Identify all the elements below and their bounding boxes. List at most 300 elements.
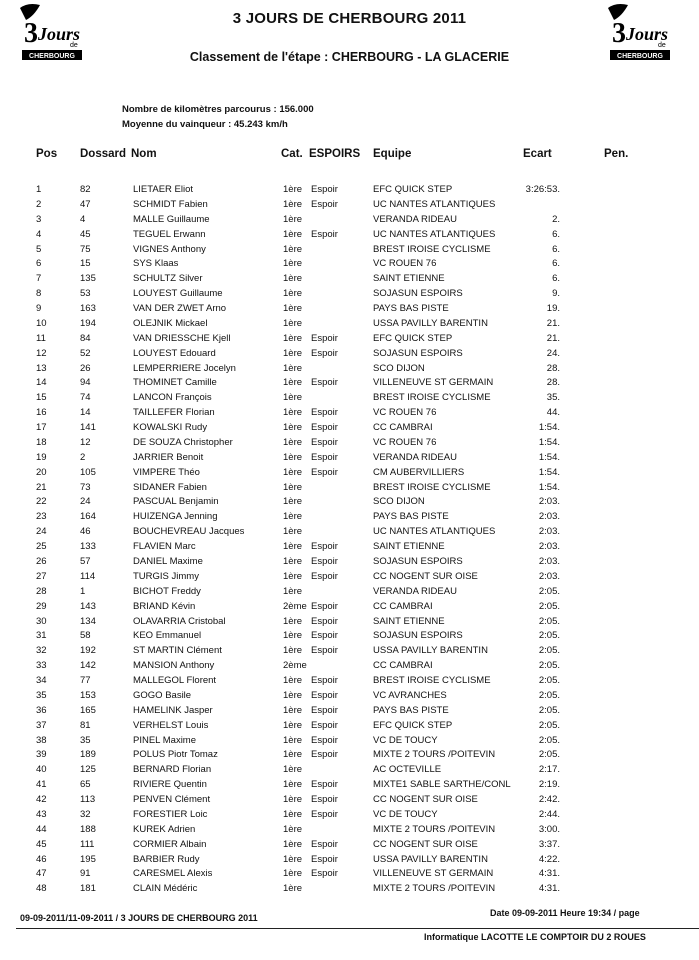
row-team: SAINT ETIENNE <box>373 541 445 553</box>
row-team: PAYS BAS PISTE <box>373 511 449 523</box>
row-team: UC NANTES ATLANTIQUES <box>373 526 496 538</box>
table-row <box>0 616 699 630</box>
row-gap: 2:19. <box>538 779 560 791</box>
row-name: TEGUEL Erwann <box>133 228 206 240</box>
row-team: SOJASUN ESPOIRS <box>373 347 463 359</box>
row-dossard: 105 <box>80 466 96 478</box>
table-row <box>0 779 699 793</box>
row-name: GOGO Basile <box>133 689 192 701</box>
row-team: CM AUBERVILLIERS <box>373 466 465 478</box>
row-espoir: Espoir <box>311 868 338 880</box>
table-row <box>0 764 699 778</box>
row-category: 1ère <box>283 764 303 776</box>
footer-software: Informatique LACOTTE LE COMPTOIR DU 2 ROUES <box>424 932 646 942</box>
logo-sub: de <box>70 42 78 49</box>
row-category: 1ère <box>283 794 303 806</box>
average-speed-stat: Moyenne du vainqueur : 45.243 km/h <box>122 119 288 130</box>
row-position: 40 <box>36 764 47 776</box>
row-dossard: 113 <box>80 794 96 806</box>
footer-event: 09-09-2011/11-09-2011 / 3 JOURS DE CHERBOURG 2011 <box>20 913 258 923</box>
row-gap: 2:03. <box>538 511 560 523</box>
row-team: VC ROUEN 76 <box>373 407 437 419</box>
row-category: 1ère <box>283 838 303 850</box>
row-dossard: 135 <box>80 273 96 285</box>
row-dossard: 111 <box>80 838 95 850</box>
row-team: BREST IROISE CYCLISME <box>373 392 491 404</box>
row-name: CARESMEL Alexis <box>133 868 213 880</box>
row-dossard: 24 <box>80 496 91 508</box>
row-dossard: 58 <box>80 630 91 642</box>
row-team: CC NOGENT SUR OISE <box>373 794 478 806</box>
row-category: 1ère <box>283 719 303 731</box>
stage-subtitle: Classement de l'étape : CHERBOURG - LA GLACERIE <box>189 50 510 64</box>
row-team: BREST IROISE CYCLISME <box>373 243 491 255</box>
table-row <box>0 868 699 882</box>
row-gap: 2:03. <box>538 526 560 538</box>
footer-date: Date 09-09-2011 Heure 19:34 / page <box>490 908 640 918</box>
row-gap: 1:54. <box>538 422 560 434</box>
row-team: CC NOGENT SUR OISE <box>373 570 478 582</box>
row-dossard: 15 <box>80 258 91 270</box>
row-gap: 3:00. <box>538 823 560 835</box>
row-espoir: Espoir <box>311 630 338 642</box>
row-position: 9 <box>36 303 42 315</box>
row-dossard: 84 <box>80 332 91 344</box>
row-dossard: 91 <box>80 868 91 880</box>
row-name: VIMPERE Théo <box>133 466 200 478</box>
row-gap: 2:03. <box>538 541 560 553</box>
row-gap: 2:44. <box>538 808 560 820</box>
row-category: 1ère <box>283 496 303 508</box>
row-category: 1ère <box>283 615 303 627</box>
row-name: BERNARD Florian <box>133 764 212 776</box>
row-name: POLUS Piotr Tomaz <box>133 749 218 761</box>
table-row <box>0 273 699 287</box>
row-position: 31 <box>36 630 47 642</box>
row-name: PINEL Maxime <box>133 734 196 746</box>
row-position: 23 <box>36 511 47 523</box>
row-name: BOUCHEVREAU Jacques <box>133 526 245 538</box>
row-team: USSA PAVILLY BARENTIN <box>373 317 488 329</box>
row-position: 21 <box>36 481 47 493</box>
row-category: 1ère <box>283 481 303 493</box>
row-team: USSA PAVILLY BARENTIN <box>373 645 488 657</box>
row-category: 2ème <box>283 660 307 672</box>
row-name: LIETAER Eliot <box>133 184 194 195</box>
row-gap: 2:05. <box>538 660 560 672</box>
table-row <box>0 541 699 555</box>
row-name: OLAVARRIA Cristobal <box>133 615 226 627</box>
row-name: HUIZENGA Jenning <box>133 511 218 523</box>
row-espoir: Espoir <box>311 838 338 850</box>
row-category: 1ère <box>283 883 303 895</box>
row-espoir: Espoir <box>311 228 338 240</box>
row-position: 43 <box>36 808 47 820</box>
row-position: 38 <box>36 734 47 746</box>
row-dossard: 164 <box>80 511 96 523</box>
table-row <box>0 809 699 823</box>
row-team: PAYS BAS PISTE <box>373 303 449 315</box>
row-team: CC CAMBRAI <box>373 422 433 434</box>
row-team: SCO DIJON <box>373 362 425 374</box>
header-pos: Pos <box>36 148 58 160</box>
row-position: 7 <box>36 273 42 285</box>
row-espoir: Espoir <box>311 422 338 434</box>
row-gap: 28. <box>546 377 560 389</box>
logo-city: CHERBOURG <box>29 53 75 60</box>
row-gap: 2:05. <box>538 675 560 687</box>
row-team: VC DE TOUCY <box>373 734 438 746</box>
row-position: 15 <box>36 392 47 404</box>
header-ecart: Ecart <box>523 148 552 160</box>
row-category: 1ère <box>283 868 303 880</box>
row-dossard: 153 <box>80 689 96 701</box>
row-gap: 19. <box>546 303 560 315</box>
row-name: BRIAND Kévin <box>133 600 196 612</box>
row-name: BICHOT Freddy <box>133 585 201 597</box>
row-dossard: 189 <box>80 749 96 761</box>
row-team: UC NANTES ATLANTIQUES <box>373 198 496 210</box>
row-gap: 21. <box>546 332 560 344</box>
row-category: 1ère <box>283 675 303 687</box>
row-position: 44 <box>36 823 47 835</box>
row-espoir: Espoir <box>311 347 338 359</box>
row-category: 1ère <box>283 630 303 642</box>
table-row <box>0 720 699 734</box>
row-name: RIVIERE Quentin <box>133 779 207 791</box>
row-gap: 21. <box>546 317 560 329</box>
row-dossard: 77 <box>80 675 91 687</box>
row-dossard: 14 <box>80 407 91 419</box>
row-dossard: 188 <box>80 823 96 835</box>
row-name: KUREK Adrien <box>133 823 196 835</box>
table-row <box>0 422 699 436</box>
row-category: 1ère <box>283 556 303 567</box>
table-row <box>0 824 699 838</box>
table-row <box>0 675 699 689</box>
row-dossard: 133 <box>80 541 96 553</box>
row-dossard: 47 <box>80 198 91 210</box>
row-name: CORMIER Albain <box>133 838 207 850</box>
table-row <box>0 690 699 704</box>
row-team: CC NOGENT SUR OISE <box>373 838 478 850</box>
row-category: 1ère <box>283 585 303 597</box>
row-position: 11 <box>36 332 46 344</box>
row-category: 1ère <box>283 704 303 716</box>
row-name: ST MARTIN Clément <box>133 645 222 657</box>
row-dossard: 192 <box>80 645 96 657</box>
row-position: 20 <box>36 466 47 478</box>
row-category: 1ère <box>283 303 303 315</box>
logo-word: Jours <box>38 24 81 44</box>
row-team: VC AVRANCHES <box>373 689 447 701</box>
row-espoir: Espoir <box>311 808 338 820</box>
row-position: 12 <box>36 347 47 359</box>
row-name: TAILLEFER Florian <box>133 407 215 419</box>
row-position: 29 <box>36 600 47 612</box>
row-dossard: 165 <box>80 704 96 716</box>
row-espoir: Espoir <box>311 779 338 791</box>
row-category: 1ère <box>283 213 303 225</box>
row-espoir: Espoir <box>311 377 338 389</box>
row-gap: 2:42. <box>538 794 560 806</box>
row-gap: 2:05. <box>538 734 560 746</box>
row-dossard: 82 <box>80 184 91 195</box>
table-row <box>0 749 699 763</box>
row-dossard: 74 <box>80 392 91 404</box>
row-team: AC OCTEVILLE <box>373 764 442 776</box>
row-position: 22 <box>36 496 47 508</box>
row-name: MALLE Guillaume <box>133 213 210 225</box>
row-gap: 2:17. <box>538 764 560 776</box>
row-category: 1ère <box>283 689 303 701</box>
row-team: MIXTE1 SABLE SARTHE/CONL <box>373 779 511 791</box>
row-espoir: Espoir <box>311 853 338 865</box>
row-name: SCHMIDT Fabien <box>133 198 208 210</box>
table-row <box>0 883 699 897</box>
row-gap: 2:05. <box>538 689 560 701</box>
row-name: FORESTIER Loic <box>133 808 208 820</box>
row-team: VILLENEUVE ST GERMAIN <box>373 868 494 880</box>
row-team: BREST IROISE CYCLISME <box>373 675 491 687</box>
row-name: LEMPERRIERE Jocelyn <box>133 362 236 374</box>
row-dossard: 57 <box>80 556 91 567</box>
table-row <box>0 377 699 391</box>
row-team: VC DE TOUCY <box>373 808 438 820</box>
table-row <box>0 630 699 644</box>
row-position: 2 <box>36 198 42 210</box>
row-category: 1ère <box>283 377 303 389</box>
row-name: PASCUAL Benjamin <box>133 496 219 508</box>
row-position: 39 <box>36 749 47 761</box>
row-gap: 4:22. <box>538 853 560 865</box>
distance-stat: Nombre de kilomètres parcourus : 156.000 <box>122 104 314 115</box>
table-row <box>0 601 699 615</box>
row-category: 1ère <box>283 570 303 582</box>
row-gap: 2:05. <box>538 585 560 597</box>
row-name: SCHULTZ Silver <box>133 273 203 285</box>
table-row <box>0 705 699 719</box>
row-gap: 3:37. <box>538 838 560 850</box>
row-team: MIXTE 2 TOURS /POITEVIN <box>373 823 496 835</box>
footer-divider <box>16 928 699 929</box>
row-team: UC NANTES ATLANTIQUES <box>373 228 496 240</box>
row-gap: 1:54. <box>538 451 560 463</box>
row-category: 2ème <box>283 600 307 612</box>
row-position: 6 <box>36 258 42 270</box>
row-category: 1ère <box>283 243 303 255</box>
table-row <box>0 199 699 213</box>
row-category: 1ère <box>283 332 303 344</box>
row-category: 1ère <box>283 779 303 791</box>
row-dossard: 141 <box>80 422 96 434</box>
row-dossard: 2 <box>80 451 86 463</box>
row-espoir: Espoir <box>311 541 338 553</box>
row-position: 8 <box>36 288 42 300</box>
row-gap: 1:54. <box>538 466 560 478</box>
row-espoir: Espoir <box>311 198 338 210</box>
table-row <box>0 511 699 525</box>
row-espoir: Espoir <box>311 600 338 612</box>
row-position: 26 <box>36 556 47 567</box>
table-row <box>0 482 699 496</box>
row-dossard: 125 <box>80 764 96 776</box>
row-category: 1ère <box>283 808 303 820</box>
row-espoir: Espoir <box>311 184 338 195</box>
row-category: 1ère <box>283 228 303 240</box>
row-position: 45 <box>36 838 47 850</box>
row-espoir: Espoir <box>311 719 338 731</box>
row-position: 34 <box>36 675 47 687</box>
table-row <box>0 496 699 510</box>
row-name: LANCON François <box>133 392 212 404</box>
row-espoir: Espoir <box>311 570 338 582</box>
row-gap: 2:05. <box>538 749 560 761</box>
row-team: BREST IROISE CYCLISME <box>373 481 491 493</box>
row-dossard: 65 <box>80 779 91 791</box>
row-position: 33 <box>36 660 47 672</box>
row-gap: 9. <box>552 288 560 300</box>
row-dossard: 52 <box>80 347 91 359</box>
row-name: MALLEGOL Florent <box>133 675 217 687</box>
row-category: 1ère <box>283 526 303 538</box>
table-row <box>0 288 699 302</box>
row-category: 1ère <box>283 422 303 434</box>
row-dossard: 163 <box>80 303 96 315</box>
row-dossard: 1 <box>80 585 86 597</box>
table-row <box>0 363 699 377</box>
row-category: 1ère <box>283 288 303 300</box>
row-gap: 6. <box>552 228 560 240</box>
row-name: LOUYEST Guillaume <box>133 288 223 300</box>
row-gap: 4:31. <box>538 883 560 895</box>
table-row <box>0 437 699 451</box>
row-gap: 2:05. <box>538 600 560 612</box>
row-category: 1ère <box>283 362 303 374</box>
row-category: 1ère <box>283 392 303 404</box>
row-team: SOJASUN ESPOIRS <box>373 288 463 300</box>
row-dossard: 181 <box>80 883 96 895</box>
row-name: KEO Emmanuel <box>133 630 202 642</box>
row-category: 1ère <box>283 541 303 553</box>
row-name: PENVEN Clément <box>133 794 211 806</box>
header-penalite: Pen. <box>604 148 629 160</box>
row-gap: 2:05. <box>538 615 560 627</box>
row-position: 13 <box>36 362 47 374</box>
row-dossard: 45 <box>80 228 91 240</box>
row-name: VAN DRIESSCHE Kjell <box>133 332 231 344</box>
row-position: 3 <box>36 213 42 225</box>
row-name: SYS Klaas <box>133 258 179 270</box>
header-dossard: Dossard <box>80 148 127 160</box>
row-team: SCO DIJON <box>373 496 425 508</box>
row-position: 30 <box>36 615 47 627</box>
row-category: 1ère <box>283 407 303 419</box>
row-category: 1ère <box>283 823 303 835</box>
row-name: VAN DER ZWET Arno <box>133 303 227 315</box>
row-espoir: Espoir <box>311 749 338 761</box>
row-dossard: 143 <box>80 600 96 612</box>
row-espoir: Espoir <box>311 734 338 746</box>
row-dossard: 26 <box>80 362 91 374</box>
table-row <box>0 794 699 808</box>
row-position: 46 <box>36 853 47 865</box>
row-espoir: Espoir <box>311 332 338 344</box>
row-position: 25 <box>36 541 47 553</box>
table-row <box>0 660 699 674</box>
row-dossard: 81 <box>80 719 91 731</box>
row-team: SOJASUN ESPOIRS <box>373 630 463 642</box>
row-category: 1ère <box>283 436 303 448</box>
table-row <box>0 303 699 317</box>
row-gap: 1:54. <box>538 436 560 448</box>
row-espoir: Espoir <box>311 794 338 806</box>
row-team: EFC QUICK STEP <box>373 719 453 731</box>
table-row <box>0 452 699 466</box>
row-category: 1ère <box>283 466 303 478</box>
row-category: 1ère <box>283 317 303 329</box>
row-team: CC CAMBRAI <box>373 660 433 672</box>
row-gap: 44. <box>546 407 560 419</box>
row-dossard: 114 <box>80 570 96 582</box>
table-row <box>0 333 699 347</box>
table-row <box>0 184 699 198</box>
row-dossard: 46 <box>80 526 91 538</box>
row-name: SIDANER Fabien <box>133 481 207 493</box>
row-team: EFC QUICK STEP <box>373 332 453 344</box>
row-name: MANSION Anthony <box>133 660 215 672</box>
row-gap: 1:54. <box>538 481 560 493</box>
table-row <box>0 645 699 659</box>
row-espoir: Espoir <box>311 466 338 478</box>
row-gap: 6. <box>552 243 560 255</box>
row-gap: 6. <box>552 273 560 285</box>
row-position: 47 <box>36 868 47 880</box>
table-row <box>0 229 699 243</box>
row-espoir: Espoir <box>311 704 338 716</box>
row-espoir: Espoir <box>311 407 338 419</box>
row-name: OLEJNIK Mickael <box>133 317 208 329</box>
table-row <box>0 854 699 868</box>
row-category: 1ère <box>283 511 303 523</box>
row-category: 1ère <box>283 749 303 761</box>
row-gap: 2:05. <box>538 704 560 716</box>
row-name: VERHELST Louis <box>133 719 209 731</box>
row-name: THOMINET Camille <box>133 377 217 389</box>
row-team: VERANDA RIDEAU <box>373 213 457 225</box>
row-team: USSA PAVILLY BARENTIN <box>373 853 488 865</box>
row-position: 35 <box>36 689 47 701</box>
row-dossard: 94 <box>80 377 91 389</box>
logo-city: CHERBOURG <box>617 53 663 60</box>
table-row <box>0 586 699 600</box>
row-dossard: 134 <box>80 615 96 627</box>
row-category: 1ère <box>283 273 303 285</box>
row-name: DE SOUZA Christopher <box>133 436 233 448</box>
table-row <box>0 526 699 540</box>
row-position: 5 <box>36 243 42 255</box>
row-gap: 4:31. <box>538 868 560 880</box>
row-espoir: Espoir <box>311 645 338 657</box>
table-row <box>0 556 699 570</box>
row-espoir: Espoir <box>311 689 338 701</box>
row-category: 1ère <box>283 347 303 359</box>
row-dossard: 32 <box>80 808 91 820</box>
row-gap: 2:03. <box>538 570 560 582</box>
row-gap: 28. <box>546 362 560 374</box>
table-row <box>0 467 699 481</box>
row-position: 4 <box>36 228 42 240</box>
